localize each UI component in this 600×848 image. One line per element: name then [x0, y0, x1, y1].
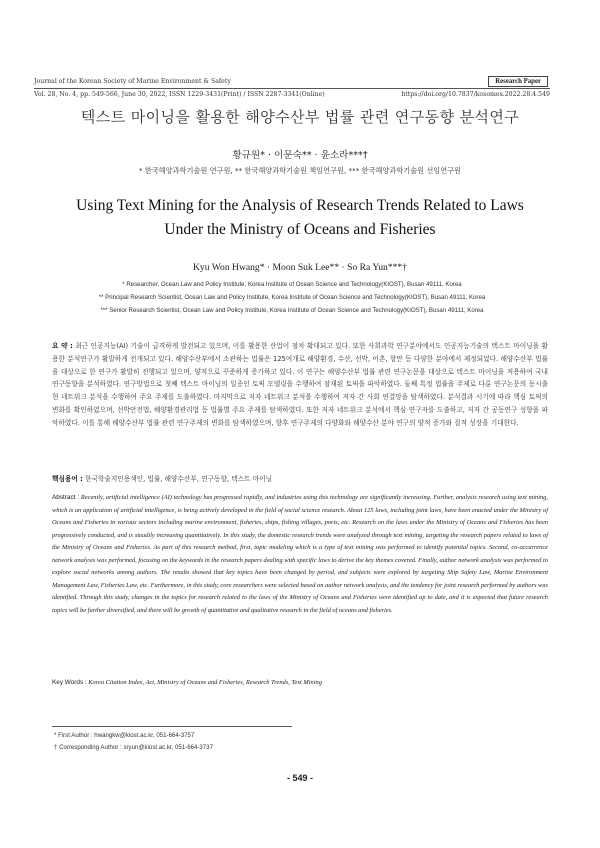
- korean-keywords-text: 한국학술지인용색인, 법률, 해양수산부, 연구동향, 텍스트 마이닝: [84, 475, 273, 483]
- english-authors: Kyu Won Hwang* · Moon Suk Lee** · So Ra Yun***†: [192, 262, 407, 273]
- doi-link[interactable]: https://doi.org/10.7837/kosomes.2022.28.4.549: [401, 91, 550, 98]
- first-author-footnote: * First Author : hwangkw@kiost.ac.kr, 051-664-3757: [54, 732, 195, 739]
- korean-keywords: [52, 473, 548, 483]
- affiliation-3: *** Senior Research Scientist, Ocean Law and Policy Institute, Korea Institute of Ocean Science and Technology(KIOST), Busan 49111, Korea: [100, 307, 484, 314]
- english-keywords-text: Korea Citation Index, Act, Ministry of Oceans and Fisheries, Research Trends, Text Mining: [88, 679, 322, 686]
- korean-abstract-text: 최근 인공지능(AI) 기술이 급격하게 발전되고 있으며, 이를 활용한 산업이 점차 확대되고 있다. 또한 사회과학 연구분야에서도 인공지능기술의 텍스트 마이닝을 활용한 분석연구가 활발하게 전개되고 있다. 해양수산부에서 소관하는 법률은 125여개로 해양환경, 수산, 선박, 어촌, 항만 등 다양한 분야에서 제정되었다. 해양수산부 법률을 대상으로 한 연구가 활발히 진행되고 있으며, 양적으로 꾸준하게 증가하고 있다. 이 연구는 해양수산부 법률 관련 연구논문을 대상으로 텍스트 마이닝을 적용하여 국내 연구동향을 분석하였다. 연구방법으로 첫째 텍스트 마이닝의 일종인 토픽 모델링을 수행하여 잠재된 토픽을 파악하였다. 둘째 특정 법률을 주제로 다룬 연구논문의 동시출현 네트워크 분석을 수행하여 주요 주제를 도출하였다. 마지막으로 저자 네트워크 분석을 수행하여 저자 간 사회 연결망을 탐색하였다. 분석결과 시기에 따라 핵심 토픽의 변화를 확인하였으며, 선박안전법, 해양환경관리법 등 법률별 주요 주제를 탐색하였다. 또한 저자 네트워크 분석에서 핵심 연구자를 도출하고, 저자 간 공동연구 성향을 파악하였다. 이를 통해 해양수산부 법률 관련 연구주제의 변화를 탐색하였으며, 향후 연구주제의 다양화와 해양수산 분야 연구의 양적 증가와 질적 성장을 기대한다.: [52, 342, 548, 427]
- english-title-line-2: Under the Ministry of Oceans and Fisheries: [164, 221, 436, 238]
- english-keywords-label: Key Words :: [52, 679, 87, 686]
- english-abstract-label: Abstract :: [52, 494, 80, 501]
- volume-info: Vol. 28, No. 4, pp. 549-566, June 30, 2022, ISSN 1229-3431(Print) / ISSN 2287-3341(Online): [34, 91, 325, 98]
- english-title-line-1: Using Text Mining for the Analysis of Research Trends Related to Laws: [76, 197, 524, 214]
- korean-abstract: [52, 340, 548, 430]
- corresponding-author-footnote: † Corresponding Author : sryun@kiost.ac.kr, 051-664-3737: [54, 744, 213, 751]
- research-paper-badge: Research Paper: [488, 76, 548, 87]
- english-abstract: [52, 492, 548, 617]
- footnote-rule: [52, 726, 292, 727]
- korean-keywords-label: 핵심용어 :: [52, 475, 83, 483]
- korean-title: 텍스트 마이닝을 활용한 해양수산부 법률 관련 연구동향 분석연구: [80, 108, 520, 126]
- journal-name: Journal of the Korean Society of Marine Environment & Safety: [34, 78, 231, 85]
- header-rule: [34, 88, 550, 89]
- korean-abstract-label: 요 약 :: [52, 342, 73, 350]
- english-title: [40, 194, 560, 242]
- korean-authors: 황규원* · 이문숙** · 윤소라***†: [232, 150, 368, 161]
- english-keywords: [52, 679, 548, 686]
- english-abstract-text: Recently, artificial intelligence (AI) technology has progressed rapidly, and industries using this technology are significantly increasing. Further, analysis research using text mining, which is an application of artificial intelligence, is being actively developed in the field of social science research. About 125 laws, including joint laws, have been enacted under the Ministry of Oceans and Fisheries in various sectors including marine environment, fisheries, ships, fishing villages, ports, etc. Research on the laws under the Ministry of Oceans and Fisheries has been progressively conducted, and is steadily increasing quantitatively. In this study, the domestic research trends were analyzed through text mining, targeting the research papers related to laws of the Ministry of Oceans and Fisheries. As part of this research method, first, topic modeling which is a type of text mining was performed to identify potential topics. Second, co-occurrence network analysis was performed, focusing on the keywords in the research papers dealing with specific laws to derive the key themes covered. Finally, author network analysis was performed to explore social networks among authors. The results showed that key topics have been changed by period, and subjects were explored by targeting Ship Safety Law, Marine Environment Management Law, Fisheries Law, etc. Furthermore, in this study, core researchers were selected based on author network analysis, and the tendency for joint research performed by authors was identified. Through this study, changes in the topics for research related to the laws of the Ministry of Oceans and Fisheries were identified up to date, and it is expected that future research topics will be further diversified, and there will be growth of quantitative and qualitative research in the field of oceans and fisheries.: [52, 494, 548, 614]
- korean-affiliations: * 한국해양과학기술원 연구원, ** 한국해양과학기술원 책임연구원, *** 한국해양과학기술원 선임연구원: [138, 166, 462, 175]
- page-number: - 549 -: [286, 773, 313, 783]
- affiliation-2: ** Principal Research Scientist, Ocean Law and Policy Institute, Korea Institute of Ocean Science and Technology(KIOST), Busan 49111, Korea: [98, 294, 486, 301]
- affiliation-1: * Researcher, Ocean Law and Policy Institute, Korea Institute of Ocean Science and Technology(KIOST), Busan 49111, Korea: [122, 281, 462, 288]
